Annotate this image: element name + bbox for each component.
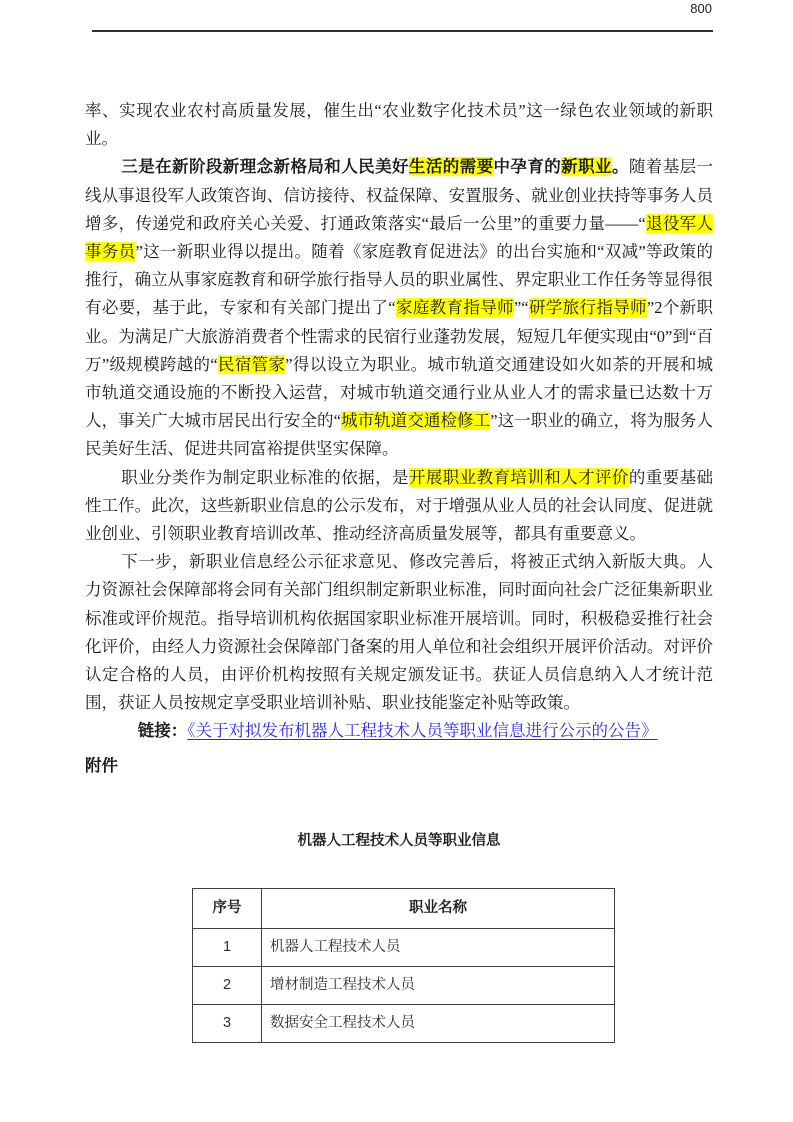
text-segment: 三是在新阶段新理念新格局和人民美好 [121, 157, 409, 177]
highlighted-term: 生活的需要 [408, 157, 494, 177]
text-segment: ”这一新职业得以提出。随着《家庭教育促进法》的出台实施和“双减”等政策的推行，确立从事家庭教育和研学旅行指导人员的职业属性、界定职业工作任务等显得很有必要，基于此，专家和有关部门提出了“ [85, 242, 713, 318]
text-segment: 率、实现农业农村高质量发展，催生出“农业数字化技术员”这一绿色农业领域的新职业。 [85, 101, 713, 149]
text-segment: ”“ [513, 298, 529, 318]
paragraph [85, 464, 713, 549]
highlighted-term: 退役军人事务员 [85, 213, 713, 262]
attachment-label: 附件 [85, 755, 118, 775]
paragraph [85, 153, 713, 463]
text-segment: 职业分类作为制定职业标准的依据，是 [121, 467, 409, 487]
table-header-no: 序号 [193, 888, 262, 928]
text-segment: 随着基层一线从事退役军人政策咨询、信访接待、权益保障、安置服务、就业创业扶持等事务人员增多，传递党和政府关心关爱、打通政策落实“最后一公里”的重要力量——“ [85, 157, 714, 233]
paragraph [85, 717, 713, 745]
row-number-cell: 1 [193, 928, 262, 966]
occupation-name-cell: 增材制造工程技术人员 [262, 966, 615, 1004]
table-header-row [193, 888, 615, 928]
text-segment: 。 [611, 157, 629, 177]
occupation-table-head [193, 888, 615, 928]
attachment-table-title: 机器人工程技术人员等职业信息 [297, 832, 501, 849]
highlighted-term: 城市轨道交通检修工 [340, 411, 491, 431]
table-row [193, 966, 615, 1004]
table-row [193, 928, 615, 966]
highlighted-term: 民宿管家 [217, 354, 286, 374]
page-number: 800 [690, 1, 712, 16]
announcement-link[interactable]: 《关于对拟发布机器人工程技术人员等职业信息进行公示的公告》 [187, 721, 658, 741]
row-number-cell: 2 [193, 966, 262, 1004]
highlighted-term: 研学旅行指导师 [528, 298, 647, 318]
document-body [85, 97, 713, 1043]
paragraph [85, 97, 713, 153]
text-segment: 中孕育的 [493, 157, 562, 177]
text-segment: ”这一职业的确立，将为服务人民美好生活、促进共同富裕提供坚实保障。 [85, 411, 713, 459]
highlighted-term: 新职业 [561, 157, 612, 177]
highlighted-term: 家庭教育指导师 [395, 298, 514, 318]
occupation-name-cell: 机器人工程技术人员 [262, 928, 615, 966]
text-segment: 下一步，新职业信息经公示征求意见、修改完善后，将被正式纳入新版大典。人力资源社会保障部将会同有关部门组织制定新职业标准，同时面向社会广泛征集新职业标准或评价规范。指导培训机构依据国家职业标准开展培训。同时，积极稳妥推行社会化评价，由经人力资源社会保障部门备案的用人单位和社会组织开展评价活动。对评价认定合格的人员，由评价机构按照有关规定颁发证书。获证人员信息纳入人才统计范围，获证人员按规定享受职业培训补贴、职业技能鉴定补贴等政策。 [85, 552, 713, 713]
occupation-name-cell: 数据安全工程技术人员 [262, 1004, 615, 1042]
text-segment: 链接： [137, 721, 188, 741]
header-rule [92, 30, 713, 32]
paragraph [85, 548, 713, 717]
table-row [193, 1004, 615, 1042]
occupation-table [192, 888, 615, 1043]
text-segment: 的重要基础性工作。此次，这些新职业信息的公示发布，对于增强从业人员的社会认同度、促进就业创业、引领职业教育培训改革、推动经济高质量发展等，都具有重要意义。 [85, 467, 714, 544]
text-segment: ”得以设立为职业。城市轨道交通建设如火如荼的开展和城市轨道交通设施的不断投入运营，对城市轨道交通行业从业人才的需求量已达数十万人，事关广大城市居民出行安全的“ [85, 354, 714, 431]
highlighted-term: 开展职业教育培训和人才评价 [408, 467, 629, 487]
text-segment: ”2个新职业。为满足广大旅游消费者个性需求的民宿行业蓬勃发展，短短几年便实现由“0”到“百万”级规模跨越的“ [85, 298, 714, 374]
occupation-table-body [193, 928, 615, 1042]
table-header-name: 职业名称 [262, 888, 615, 928]
row-number-cell: 3 [193, 1004, 262, 1042]
paragraphs-container [85, 97, 713, 746]
